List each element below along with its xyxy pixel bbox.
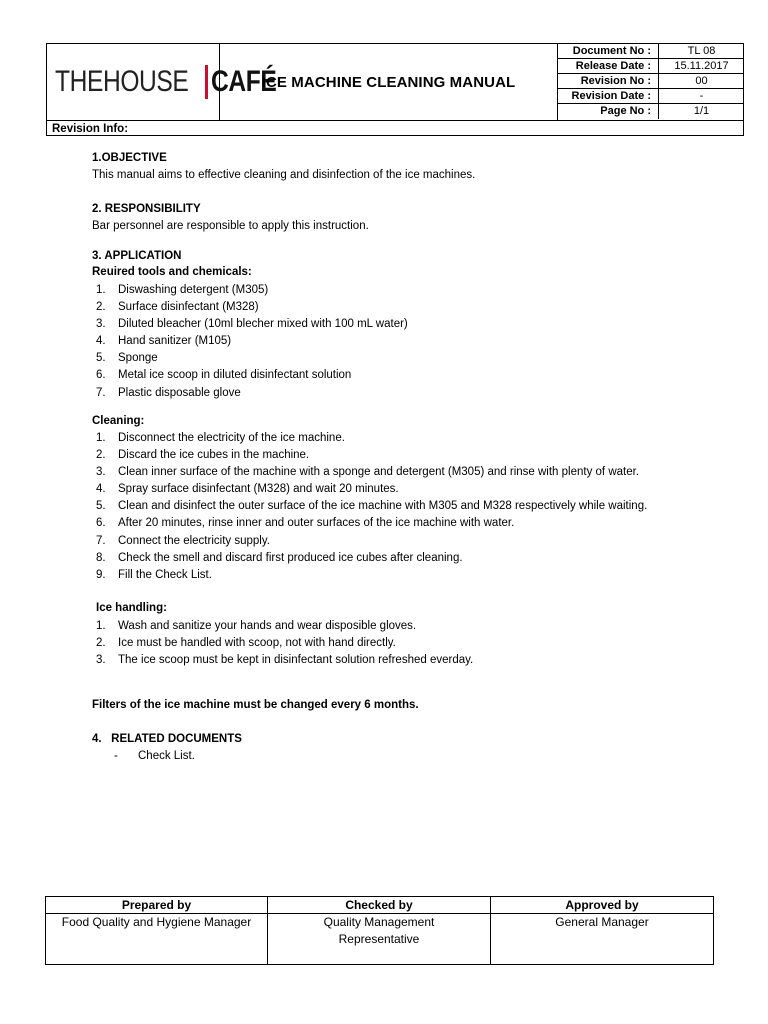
meta-value: 1/1 <box>693 105 710 117</box>
logo-text-thehouse: THEHOUSE <box>55 65 189 98</box>
meta-row-revision-date <box>558 89 744 104</box>
meta-row-release-date <box>558 59 744 74</box>
revision-info-label: Revision Info: <box>52 123 129 135</box>
approval-header: Prepared by <box>46 897 267 914</box>
approval-header: Approved by <box>491 897 713 914</box>
document-header <box>46 43 744 136</box>
document-meta-table <box>558 44 744 120</box>
approval-column-prepared <box>46 897 268 964</box>
tools-subtitle: Reuired tools and chemicals: <box>92 266 252 278</box>
section-title-responsibility: 2. RESPONSIBILITY <box>92 203 201 215</box>
meta-value: TL 08 <box>687 45 716 57</box>
approval-column-checked <box>268 897 491 964</box>
meta-label: Release Date : <box>558 59 659 74</box>
meta-value: 15.11.2017 <box>674 60 729 72</box>
meta-value: - <box>699 90 704 102</box>
related-doc-item: Check List. <box>138 750 195 762</box>
meta-value: 00 <box>695 75 708 87</box>
section-title-application: 3. APPLICATION <box>92 250 182 262</box>
approval-value: Quality Management Representative <box>323 915 435 946</box>
meta-label: Page No : <box>558 104 659 119</box>
meta-label: Document No : <box>558 44 659 59</box>
logo-cell <box>47 44 277 120</box>
approval-table <box>45 896 714 965</box>
logo-text-cafe: CAFÉ <box>210 65 277 98</box>
approval-column-approved <box>491 897 713 964</box>
section-title-objective: 1.OBJECTIVE <box>92 152 167 164</box>
title-cell <box>220 44 558 120</box>
approval-header: Checked by <box>268 897 490 914</box>
meta-row-revision-no <box>558 74 744 89</box>
logo-divider-bar <box>205 65 208 99</box>
approval-value: General Manager <box>555 915 649 929</box>
meta-row-document-no <box>558 44 744 59</box>
responsibility-text: Bar personnel are responsible to apply this instruction. <box>92 220 369 232</box>
meta-label: Revision Date : <box>558 89 659 104</box>
approval-value: Food Quality and Hygiene Manager <box>61 915 252 929</box>
meta-row-page-no <box>558 104 744 120</box>
meta-label: Revision No : <box>558 74 659 89</box>
related-doc-bullet: - <box>114 750 118 762</box>
objective-text: This manual aims to effective cleaning and disinfection of the ice machines. <box>92 169 476 181</box>
cleaning-subtitle: Cleaning: <box>92 415 145 427</box>
filters-note: Filters of the ice machine must be changed every 6 months. <box>92 699 419 711</box>
ice-handling-subtitle: Ice handling: <box>96 602 167 614</box>
revision-info-row <box>47 120 744 136</box>
document-title: ICE MACHINE CLEANING MANUAL <box>261 73 516 91</box>
section-title-related-documents: 4. RELATED DOCUMENTS <box>92 733 242 745</box>
